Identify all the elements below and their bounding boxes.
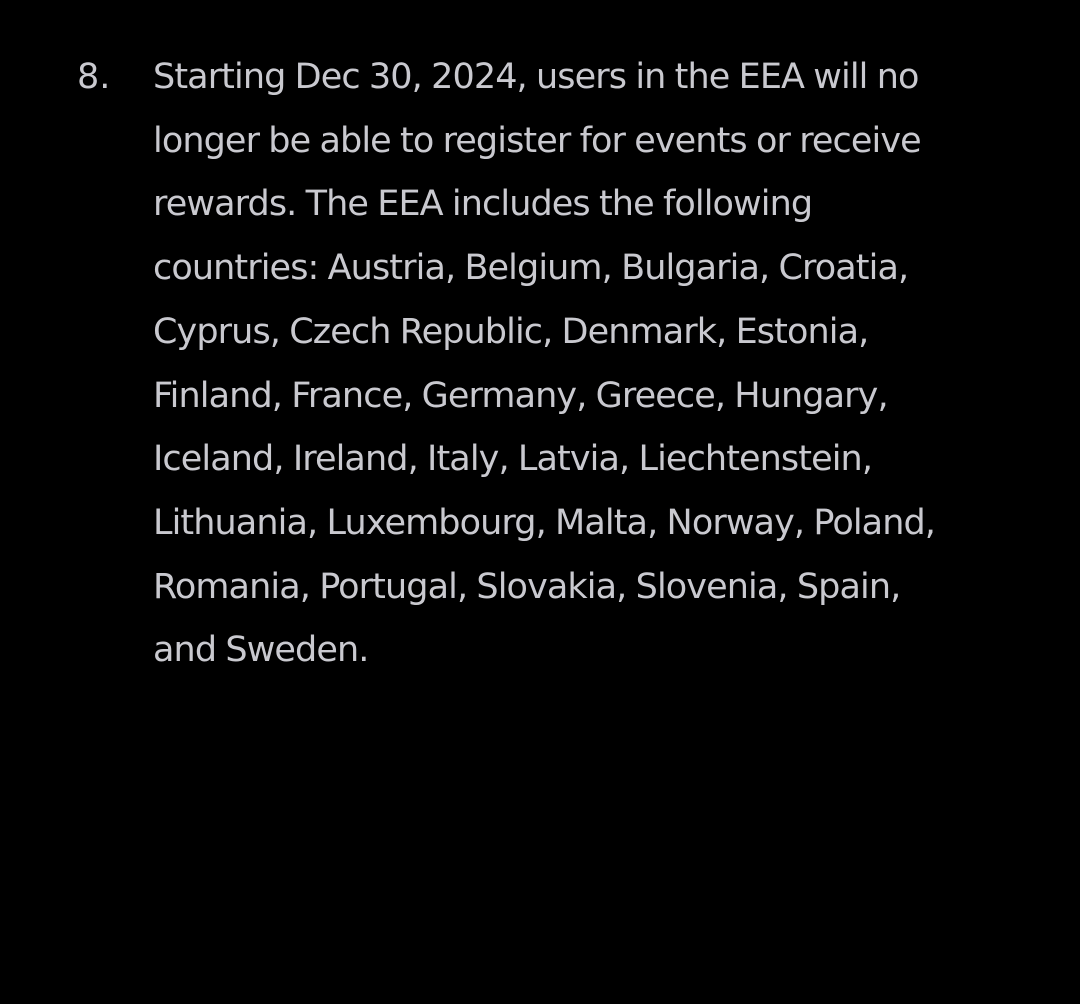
text-line: Iceland, Ireland, Italy, Latvia, Liechtenstein, [153,439,873,480]
text-line: Romania, Portugal, Slovakia, Slovenia, Spain, [153,566,901,607]
list-item-text [153,46,1053,683]
text-line: and Sweden. [153,630,369,671]
text-line: Starting Dec 30, 2024, users in the EEA will no [153,57,919,97]
list-item-number: 8. [77,57,111,97]
text-line: Finland, France, Germany, Greece, Hungary, [153,375,888,416]
text-line: Lithuania, Luxembourg, Malta, Norway, Poland, [153,502,936,543]
text-line: longer be able to register for events or receive [153,120,921,161]
text-line: countries: Austria, Belgium, Bulgaria, Croatia, [153,248,909,289]
text-line: rewards. The EEA includes the following [153,184,813,225]
text-line: Cyprus, Czech Republic, Denmark, Estonia, [153,311,869,352]
